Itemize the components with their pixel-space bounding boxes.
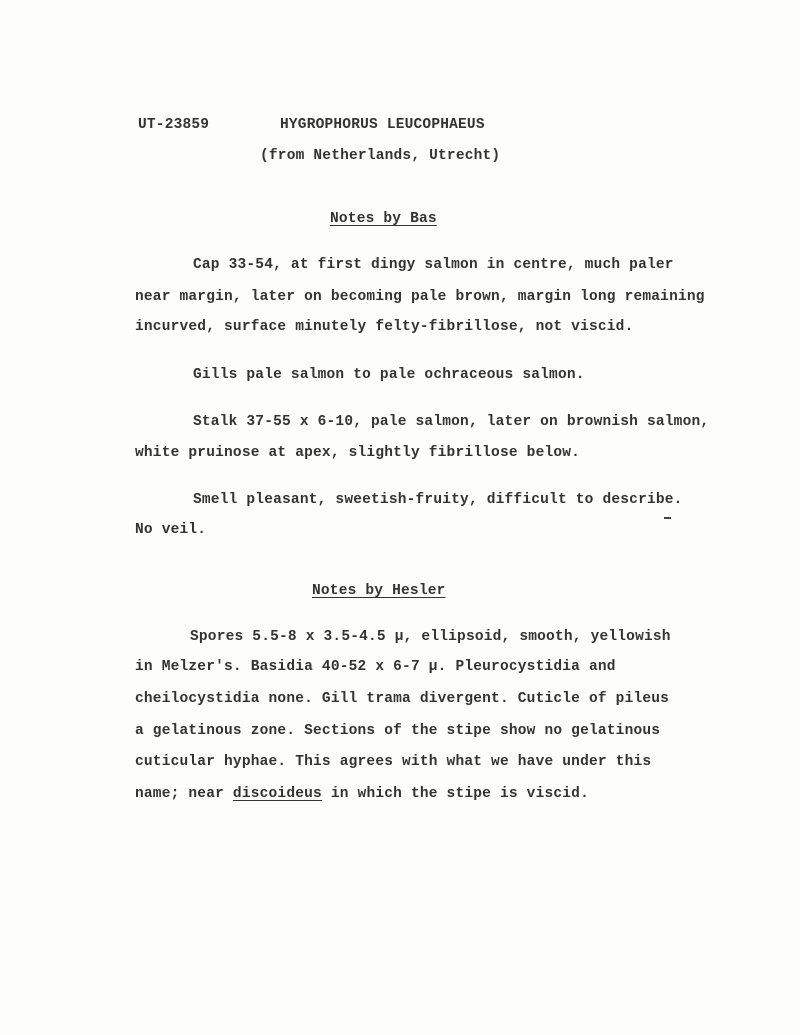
stalk-line-2: white pruinose at apex, slightly fibrillose below. [135, 445, 581, 461]
hesler-line-6-suffix: in which the stipe is viscid. [321, 786, 589, 802]
species-title: HYGROPHORUS LEUCOPHAEUS [280, 117, 485, 133]
hesler-line-6-prefix: name; near [135, 786, 233, 802]
cap-line-1: Cap 33-54, at first dingy salmon in centre, much paler [193, 257, 674, 273]
cap-line-2: near margin, later on becoming pale brown, margin long remaining [135, 289, 705, 305]
heading-notes-by-hesler: Notes by Hesler [312, 583, 446, 599]
origin-line: (from Netherlands, Utrecht) [260, 148, 501, 164]
hesler-line-3: cheilocystidia none. Gill trama divergent. Cuticle of pileus [135, 691, 670, 707]
hesler-line-5: cuticular hyphae. This agrees with what we have under this [135, 754, 652, 770]
hesler-line-1: Spores 5.5-8 x 3.5-4.5 µ, ellipsoid, smooth, yellowish [190, 629, 671, 645]
stalk-line-1: Stalk 37-55 x 6-10, pale salmon, later on brownish salmon, [193, 414, 710, 430]
cap-line-3: incurved, surface minutely felty-fibrillose, not viscid. [135, 319, 634, 335]
accession-number: UT-23859 [138, 117, 210, 133]
discoideus-underlined: discoideus [232, 786, 322, 802]
hesler-line-6 [135, 785, 589, 803]
smell-line-2: No veil. [135, 522, 207, 538]
ink-speck [664, 517, 671, 519]
hesler-line-4: a gelatinous zone. Sections of the stipe show no gelatinous [135, 723, 661, 739]
hesler-line-2: in Melzer's. Basidia 40-52 x 6-7 µ. Pleurocystidia and [135, 659, 616, 675]
smell-line-1: Smell pleasant, sweetish-fruity, difficult to describe. [193, 492, 683, 508]
gills-line: Gills pale salmon to pale ochraceous salmon. [193, 367, 585, 383]
heading-notes-by-bas: Notes by Bas [330, 211, 437, 227]
